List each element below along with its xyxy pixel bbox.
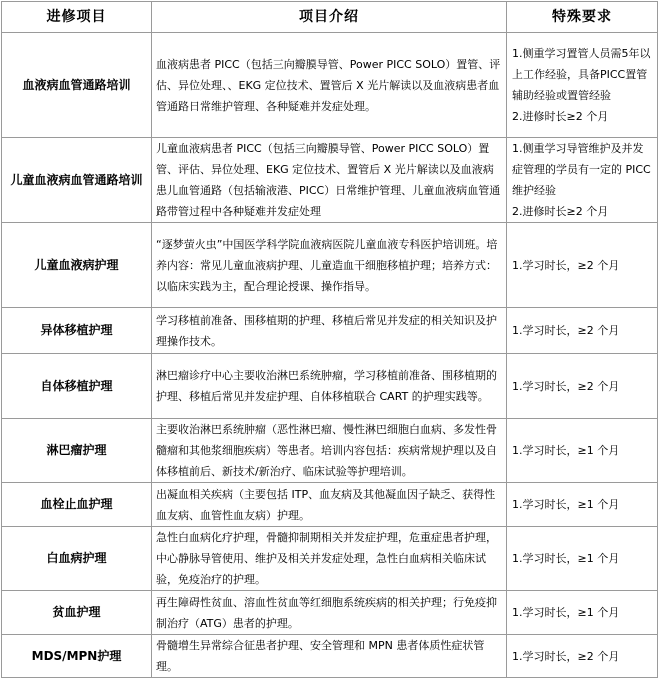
- project-requirement: 1.侧重学习置管人员需5年以上工作经验，具备PICC置管辅助经验或置管经验 2.进修时长≥2 个月: [507, 33, 658, 138]
- project-intro: 急性白血病化疗护理，骨髓抑制期相关并发症护理，危重症患者护理，中心静脉导管使用、维护及相关并发症处理，急性白血病相关临床试验，免疫治疗的护理。: [152, 527, 507, 591]
- table-row: [2, 308, 658, 354]
- project-intro: 淋巴瘤诊疗中心主要收治淋巴系统肿瘤，学习移植前准备、围移植期的护理、移植后常见并发症护理、自体移植联合 CART 的护理实践等。: [152, 354, 507, 419]
- project-requirement: 1.学习时长，≥1 个月: [507, 591, 658, 635]
- table-row: [2, 33, 658, 138]
- project-requirement: 1.学习时长，≥1 个月: [507, 483, 658, 527]
- table-row: [2, 591, 658, 635]
- project-requirement: 1.学习时长，≥2 个月: [507, 223, 658, 308]
- header-requirements: 特殊要求: [507, 2, 658, 33]
- project-name: MDS/MPN护理: [2, 635, 152, 678]
- project-requirement: 1.学习时长，≥1 个月: [507, 419, 658, 483]
- project-name: 异体移植护理: [2, 308, 152, 354]
- table-header-row: [2, 2, 658, 33]
- table-row: [2, 223, 658, 308]
- project-intro: 主要收治淋巴系统肿瘤（恶性淋巴瘤、慢性淋巴细胞白血病、多发性骨髓瘤和其他浆细胞疾病）等患者。培训内容包括：疾病常规护理以及自体移植前后、新技术/新治疗、临床试验等护理培训。: [152, 419, 507, 483]
- project-name: 血液病血管通路培训: [2, 33, 152, 138]
- project-name: 自体移植护理: [2, 354, 152, 419]
- project-requirement: 1.侧重学习导管维护及并发症管理的学员有一定的 PICC 维护经验 2.进修时长≥2 个月: [507, 138, 658, 223]
- table-row: [2, 527, 658, 591]
- project-requirement: 1.学习时长，≥1 个月: [507, 527, 658, 591]
- header-introduction: 项目介绍: [152, 2, 507, 33]
- project-requirement: 1.学习时长，≥2 个月: [507, 635, 658, 678]
- table-row: [2, 483, 658, 527]
- project-intro: 再生障碍性贫血、溶血性贫血等红细胞系统疾病的相关护理；行免疫抑制治疗（ATG）患者的护理。: [152, 591, 507, 635]
- project-name: 白血病护理: [2, 527, 152, 591]
- project-intro: “逐梦萤火虫”中国医学科学院血液病医院儿童血液专科医护培训班。培养内容：常见儿童血液病护理、儿童造血干细胞移植护理；培养方式：以临床实践为主，配合理论授课、操作指导。: [152, 223, 507, 308]
- project-name: 儿童血液病护理: [2, 223, 152, 308]
- project-requirement: 1.学习时长，≥2 个月: [507, 354, 658, 419]
- project-intro: 儿童血液病患者 PICC（包括三向瓣膜导管、Power PICC SOLO）置管、评估、异位处理、EKG 定位技术、置管后 X 光片解读以及血液病患儿血管通路（包括输液港、PICC）日常维护管理、儿童血液病血管通路带管过程中各种疑难并发症处理: [152, 138, 507, 223]
- project-name: 儿童血液病血管通路培训: [2, 138, 152, 223]
- project-intro: 学习移植前准备、围移植期的护理、移植后常见并发症的相关知识及护理操作技术。: [152, 308, 507, 354]
- project-name: 血栓止血护理: [2, 483, 152, 527]
- project-requirement: 1.学习时长，≥2 个月: [507, 308, 658, 354]
- table-row: [2, 419, 658, 483]
- table-row: [2, 635, 658, 678]
- header-project: 进修项目: [2, 2, 152, 33]
- project-intro: 骨髓增生异常综合征患者护理、安全管理和 MPN 患者体质性症状管理。: [152, 635, 507, 678]
- project-intro: 出凝血相关疾病（主要包括 ITP、血友病及其他凝血因子缺乏、获得性血友病、血管性血友病）护理。: [152, 483, 507, 527]
- project-name: 淋巴瘤护理: [2, 419, 152, 483]
- project-intro: 血液病患者 PICC（包括三向瓣膜导管、Power PICC SOLO）置管、评估、异位处理、、EKG 定位技术、置管后 X 光片解读以及血液病患者血管通路日常维护管理、各种疑难并发症处理。: [152, 33, 507, 138]
- training-projects-table: [1, 1, 658, 678]
- table-row: [2, 138, 658, 223]
- table-row: [2, 354, 658, 419]
- project-name: 贫血护理: [2, 591, 152, 635]
